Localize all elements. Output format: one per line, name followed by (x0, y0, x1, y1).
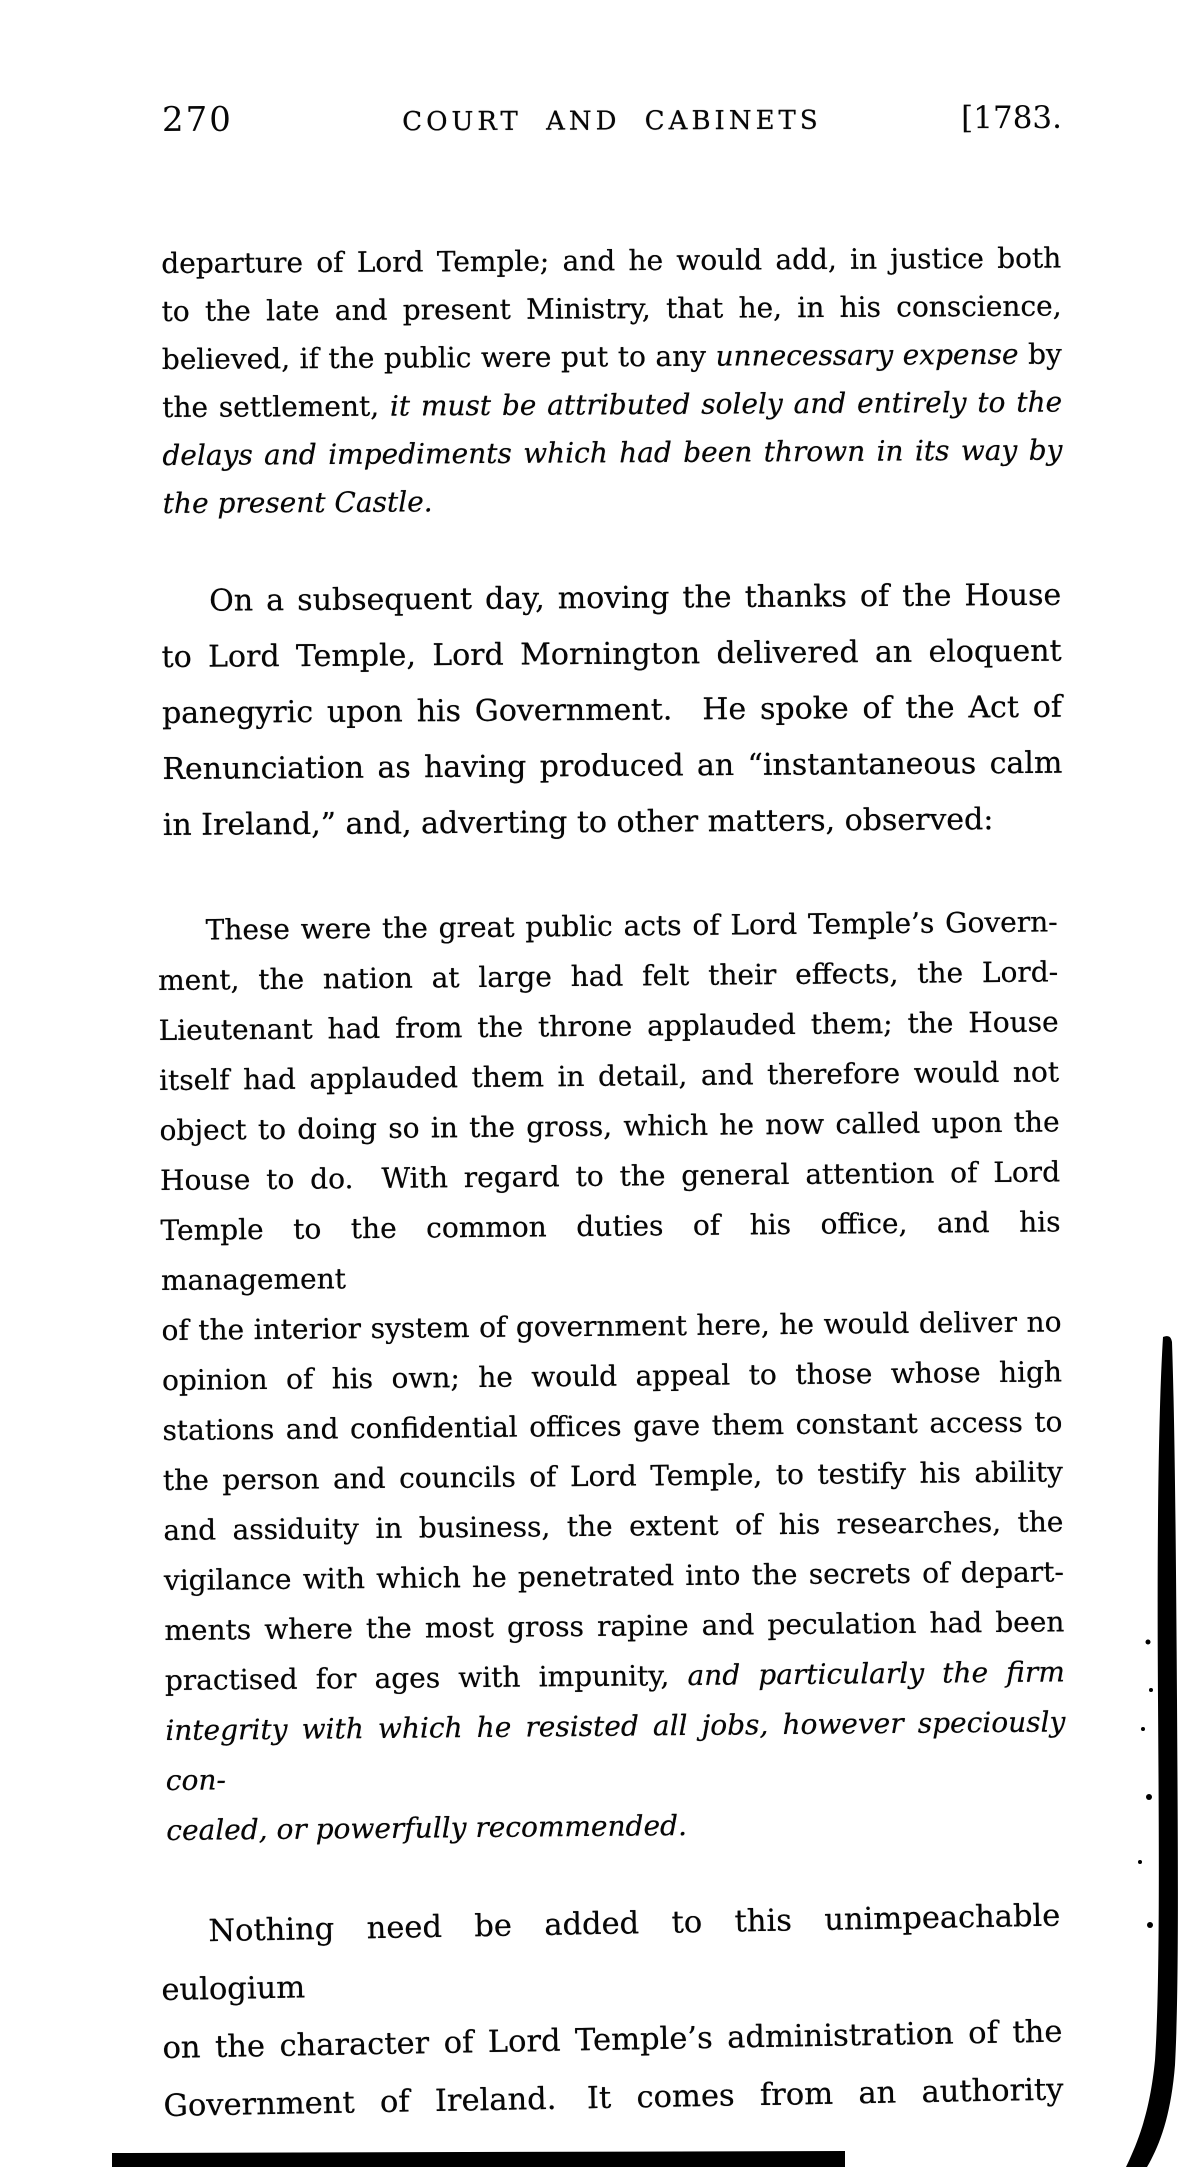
text-segment: House to do. With regard to the general attention of Lord (159, 1155, 1061, 1198)
text-segment: Temple to the common duties of his office, and his management (160, 1205, 1061, 1298)
text-segment: Renunciation as having produced an “instantaneous calm (162, 745, 1063, 787)
text-line (164, 1547, 1064, 1606)
text-line (164, 1597, 1064, 1656)
text-segment: by (1018, 337, 1062, 371)
text-segment: vigilance with which he penetrated into the secrets of depart- (163, 1555, 1065, 1597)
text-segment: On a subsequent day, moving the thanks of the House (209, 577, 1062, 619)
paragraph-1 (161, 235, 1063, 528)
ink-speck (1141, 1727, 1145, 1731)
text-line (162, 1397, 1062, 1456)
text-line (165, 1697, 1066, 1806)
text-segment: on the character of Lord Temple’s administration of the (162, 2014, 1063, 2066)
text-line (161, 283, 1061, 336)
text-line (162, 1347, 1062, 1406)
text-line (163, 792, 1063, 854)
text-line (159, 1097, 1059, 1156)
text-line (163, 475, 1063, 528)
text-block (157, 99, 1066, 2136)
text-line (162, 379, 1062, 432)
italic-text-segment: the present Castle. (162, 485, 433, 520)
italic-text-segment: unnecessary expense (715, 337, 1019, 373)
text-line (160, 1197, 1061, 1306)
paragraph-3 (157, 897, 1066, 1856)
text-segment: Government of Ireland. It comes from an authority (163, 2072, 1064, 2124)
text-line (158, 997, 1058, 1056)
text-segment: panegyric upon his Government. He spoke of the Act of (161, 689, 1063, 731)
text-segment: in Ireland,” and, adverting to other matters, observed: (162, 802, 994, 843)
text-segment: itself had applauded them in detail, and therefore would not (158, 1055, 1060, 1098)
text-line (163, 1497, 1063, 1556)
text-segment: ments where the most gross rapine and peculation had been (164, 1605, 1065, 1647)
italic-text-segment: delays and impediments which had been thrown in its way by (162, 433, 1063, 472)
paragraph-2 (161, 568, 1063, 854)
running-title: COURT AND CABINETS (402, 105, 822, 138)
text-line (165, 1647, 1065, 1706)
text-segment: the person and councils of Lord Temple, to testify his ability (162, 1455, 1064, 1497)
text-line (157, 897, 1057, 956)
text-segment: of the interior system of government here, he would deliver no (161, 1305, 1062, 1348)
ink-speck (1138, 1860, 1142, 1864)
text-line (161, 624, 1061, 686)
text-line (162, 736, 1062, 798)
ink-speck (1146, 1640, 1151, 1645)
italic-text-segment: it must be attributed solely and entirely to the (389, 385, 1063, 423)
text-line (159, 1047, 1059, 1106)
text-segment: practised for ages with impunity, (164, 1658, 688, 1697)
scan-artifact-bottom-bar (112, 2151, 845, 2167)
text-segment: departure of Lord Temple; and he would add, in justice both (161, 241, 1062, 281)
text-line (162, 680, 1062, 742)
text-line (161, 568, 1061, 630)
text-segment: to the late and present Ministry, that he, in his conscience, (161, 289, 1062, 329)
paragraph-4 (160, 1888, 1064, 2136)
page-number: 270 (161, 99, 233, 140)
text-segment: believed, if the public were put to any (161, 339, 716, 377)
text-segment: Nothing need be added to this unimpeachable eulogium (161, 1898, 1061, 2009)
text-line (161, 235, 1061, 288)
text-segment: to Lord Temple, Lord Mornington delivered an eloquent (161, 633, 1062, 676)
scan-artifact-right-bar (1126, 1336, 1178, 2167)
text-line (162, 331, 1062, 384)
text-segment: and assiduity in business, the extent of his researches, the (163, 1505, 1064, 1547)
year-label: [1783. (961, 99, 1063, 137)
text-line (160, 1888, 1062, 2020)
text-line (163, 1447, 1063, 1506)
italic-text-segment: integrity with which he resisted all jobs, however speciously con- (165, 1705, 1066, 1797)
page-header (162, 97, 1062, 152)
text-segment: the settlement, (162, 389, 390, 424)
italic-text-segment: and particularly the firm (687, 1655, 1065, 1692)
ink-speck (1146, 1794, 1152, 1800)
ink-speck (1160, 1418, 1164, 1422)
page-body (157, 240, 1066, 2136)
text-segment: These were the great public acts of Lord Temple’s Govern- (205, 905, 1058, 947)
text-line (162, 427, 1062, 480)
text-segment: object to doing so in the gross, which he now called upon the (159, 1105, 1060, 1148)
text-line (160, 1147, 1060, 1206)
text-segment: opinion of his own; he would appeal to those whose high (161, 1355, 1063, 1397)
text-segment: stations and confidential offices gave them constant access to (162, 1405, 1063, 1447)
ink-speck (1147, 1922, 1153, 1928)
text-segment: Lieutenant had from the throne applauded them; the House (158, 1005, 1059, 1048)
text-line (158, 947, 1058, 1006)
italic-text-segment: cealed, or powerfully recommended. (166, 1808, 688, 1847)
text-line (161, 1297, 1061, 1356)
text-segment: ment, the nation at large had felt their effects, the Lord- (157, 955, 1059, 998)
ink-speck (1149, 1688, 1153, 1692)
text-line (166, 1797, 1066, 1856)
